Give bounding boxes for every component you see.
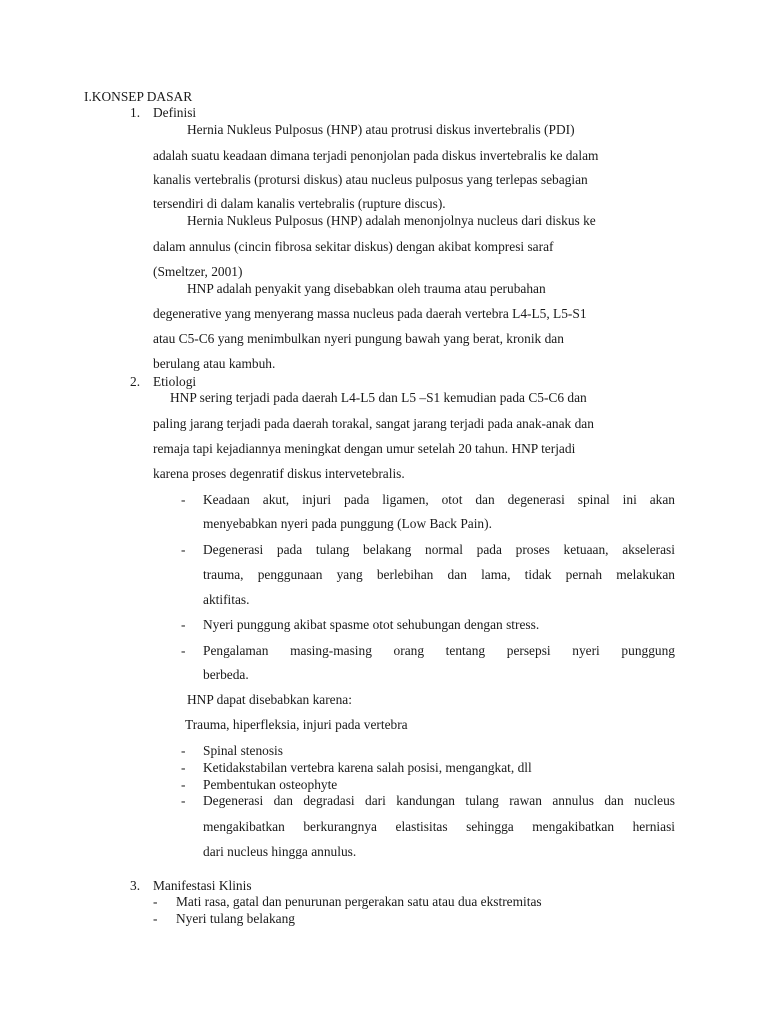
- bullet-text: Nyeri tulang belakang: [176, 911, 295, 926]
- section-number: 2.: [130, 374, 141, 389]
- paragraph-line: dalam annulus (cincin fibrosa sekitar diskus) dengan akibat kompresi saraf: [153, 239, 554, 254]
- paragraph-line: berulang atau kambuh.: [153, 356, 276, 371]
- paragraph-line: paling jarang terjadi pada daerah torakal, sangat jarang terjadi pada anak-anak dan: [153, 416, 594, 431]
- paragraph-line: kanalis vertebralis (protursi diskus) atau nucleus pulposus yang terlepas sebagian: [153, 172, 588, 187]
- paragraph-line: karena proses degenratif diskus intervetebralis.: [153, 466, 405, 481]
- bullet-text: trauma, penggunaan yang berlebihan dan lama, tidak pernah melakukan: [203, 567, 675, 582]
- section-title-manifestasi: Manifestasi Klinis: [153, 878, 252, 893]
- bullet-text: Ketidakstabilan vertebra karena salah posisi, mengangkat, dll: [203, 760, 532, 775]
- bullet-dash: -: [181, 793, 186, 808]
- paragraph-line: adalah suatu keadaan dimana terjadi penonjolan pada diskus invertebralis ke dalam: [153, 148, 599, 163]
- bullet-dash: -: [153, 894, 158, 909]
- paragraph-line: degenerative yang menyerang massa nucleus pada daerah vertebra L4-L5, L5-S1: [153, 306, 587, 321]
- bullet-text: Pembentukan osteophyte: [203, 777, 338, 792]
- paragraph-line: tersendiri di dalam kanalis vertebralis (rupture discus).: [153, 196, 446, 211]
- cause-intro: HNP dapat disebabkan karena:: [187, 692, 352, 707]
- bullet-text: menyebabkan nyeri pada punggung (Low Back Pain).: [203, 516, 492, 531]
- main-heading: I.KONSEP DASAR: [84, 89, 193, 104]
- paragraph-line: remaja tapi kejadiannya meningkat dengan umur setelah 20 tahun. HNP terjadi: [153, 441, 576, 456]
- bullet-dash: -: [181, 643, 186, 658]
- bullet-text: aktifitas.: [203, 592, 250, 607]
- section-title-definisi: Definisi: [153, 105, 197, 120]
- paragraph-line: Hernia Nukleus Pulposus (HNP) adalah menonjolnya nucleus dari diskus ke: [187, 213, 596, 228]
- paragraph-line: HNP sering terjadi pada daerah L4-L5 dan L5 –S1 kemudian pada C5-C6 dan: [170, 390, 587, 405]
- bullet-text: Nyeri punggung akibat spasme otot sehubungan dengan stress.: [203, 617, 540, 632]
- section-number: 1.: [130, 105, 141, 120]
- bullet-text: Spinal stenosis: [203, 743, 283, 758]
- bullet-dash: -: [181, 743, 186, 758]
- bullet-dash: -: [153, 911, 158, 926]
- bullet-text: Degenerasi pada tulang belakang normal pada proses ketuaan, akselerasi: [203, 542, 675, 557]
- bullet-text: Degenerasi dan degradasi dari kandungan tulang rawan annulus dan nucleus: [203, 793, 675, 808]
- paragraph-line: Hernia Nukleus Pulposus (HNP) atau protrusi diskus invertebralis (PDI): [187, 122, 575, 137]
- paragraph-line: atau C5-C6 yang menimbulkan nyeri pungung bawah yang berat, kronik dan: [153, 331, 564, 346]
- section-title-etiologi: Etiologi: [153, 374, 197, 389]
- bullet-dash: -: [181, 542, 186, 557]
- bullet-dash: -: [181, 492, 186, 507]
- bullet-text: berbeda.: [203, 667, 249, 682]
- bullet-text: dari nucleus hingga annulus.: [203, 844, 357, 859]
- bullet-dash: -: [181, 760, 186, 775]
- bullet-text: Keadaan akut, injuri pada ligamen, otot dan degenerasi spinal ini akan: [203, 492, 675, 507]
- cause-line: Trauma, hiperfleksia, injuri pada vertebra: [185, 717, 408, 732]
- bullet-dash: -: [181, 777, 186, 792]
- bullet-text: mengakibatkan berkurangnya elastisitas sehingga mengakibatkan herniasi: [203, 819, 675, 834]
- paragraph-line: (Smeltzer, 2001): [153, 264, 243, 279]
- bullet-dash: -: [181, 617, 186, 632]
- paragraph-line: HNP adalah penyakit yang disebabkan oleh trauma atau perubahan: [187, 281, 546, 296]
- bullet-text: Mati rasa, gatal dan penurunan pergerakan satu atau dua ekstremitas: [176, 894, 542, 909]
- bullet-text: Pengalaman masing-masing orang tentang persepsi nyeri punggung: [203, 643, 675, 658]
- section-number: 3.: [130, 878, 141, 893]
